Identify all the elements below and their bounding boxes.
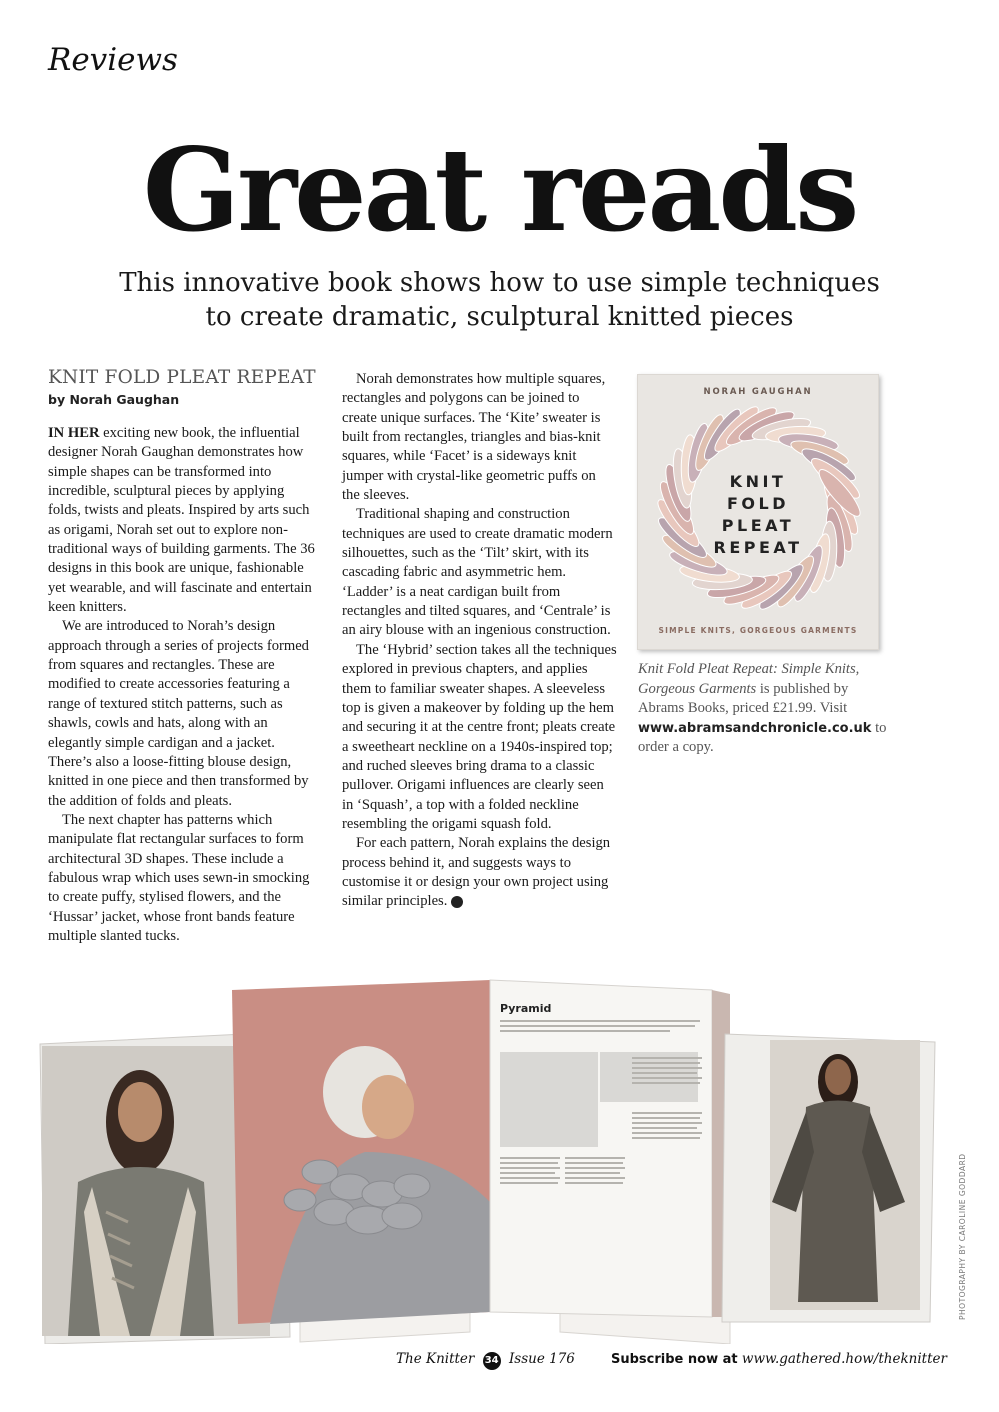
cover-tagline: SIMPLE KNITS, GORGEOUS GARMENTS bbox=[658, 626, 858, 635]
caption-text-end: to order a copy. bbox=[638, 719, 887, 755]
footer-subscribe bbox=[611, 1351, 947, 1367]
cover-title-line: PLEAT bbox=[721, 516, 795, 535]
cover-title-line: KNIT bbox=[729, 472, 787, 491]
cover-title-line: FOLD bbox=[726, 494, 789, 513]
publisher-link[interactable]: www.abramsandchronicle.co.uk bbox=[638, 720, 872, 736]
caption-text: is published by Abrams Books, priced £21.99. Visit bbox=[638, 680, 849, 716]
photo-credit: PHOTOGRAPHY BY CAROLINE GODDARD bbox=[958, 1153, 967, 1320]
standfirst-line-1: This innovative book shows how to use simple techniques bbox=[119, 268, 880, 298]
spread-heading: Pyramid bbox=[500, 1002, 552, 1015]
paragraph-text: For each pattern, Norah explains the design process behind it, and suggests ways to customise it or design your own project using similar principles. bbox=[342, 835, 611, 910]
paragraph bbox=[342, 834, 617, 911]
paragraph bbox=[48, 424, 320, 617]
paragraph: We are introduced to Norah’s design approach through a series of projects formed from squares and rectangles. These are modified to create accessories featuring a range of textured stitch patterns, such as shawls, cowls and hats, along with an elegantly simple cardigan and a jacket. There’s also a loose-fitting blouse design, knitted in one piece and then transformed by the addition of folds and pleats. bbox=[48, 618, 309, 809]
subscribe-label: Subscribe now at bbox=[611, 1352, 738, 1367]
issue-number: Issue 176 bbox=[508, 1351, 575, 1367]
end-mark-icon: + bbox=[451, 896, 463, 908]
lead-in: IN HER bbox=[48, 425, 100, 441]
standfirst bbox=[0, 266, 999, 334]
book-title: KNIT FOLD PLEAT REPEAT bbox=[48, 367, 316, 388]
article-column-1 bbox=[48, 366, 320, 946]
paragraph: The next chapter has patterns which manipulate flat rectangular surfaces to form architectural 3D shapes. These include a fabulous wrap which uses sewn-in smocking to create puffy, stylised flowers, and the ‘Hussar’ jacket, whose front bands feature multiple slanted tucks. bbox=[48, 811, 310, 944]
book-spread-photo bbox=[0, 972, 999, 1344]
cover-author: NORAH GAUGHAN bbox=[703, 387, 813, 397]
cover-title bbox=[638, 471, 878, 559]
subscribe-link[interactable]: www.gathered.how/theknitter bbox=[741, 1351, 947, 1367]
magazine-name: The Knitter bbox=[396, 1351, 475, 1367]
headline: Great reads bbox=[142, 123, 857, 257]
standfirst-line-2: to create dramatic, sculptural knitted pieces bbox=[205, 302, 794, 332]
article-column-2 bbox=[342, 370, 617, 912]
section-label: Reviews bbox=[48, 42, 178, 78]
cover-title-line: REPEAT bbox=[713, 538, 803, 557]
footer-magazine bbox=[396, 1351, 575, 1370]
byline: by Norah Gaughan bbox=[48, 392, 180, 407]
paragraph: Traditional shaping and construction techniques are used to create dramatic modern silhouettes, such as the ‘Tilt’ skirt, with its cascading fabric and asymmetric hem. ‘Ladder’ is a neat cardigan built from rectangles and tilted squares, and ‘Centrale’ is an airy blouse with an ingenious construction. bbox=[342, 506, 613, 639]
page-number: 34 bbox=[483, 1352, 501, 1370]
book-cover bbox=[637, 374, 879, 650]
paragraph-text: exciting new book, the influential designer Norah Gaughan demonstrates how simple shapes can be transformed into incredible, sculptural pieces by applying folds, twists and pleats. Inspired by arts such as origami, Norah set out to explore non-traditional ways of building garments. The 36 designs in this book are unique, fashionable yet wearable, and will fascinate and entertain keen knitters. bbox=[48, 425, 315, 616]
paragraph: Norah demonstrates how multiple squares, rectangles and polygons can be joined to create unique surfaces. The ‘Kite’ sweater is built from rectangles, triangles and bias-knit squares, while ‘Facet’ is a sideways knit jumper with crystal-like geometric puffs on the sleeves. bbox=[342, 371, 606, 504]
book-caption bbox=[638, 660, 888, 758]
caption-book-title: Knit Fold Pleat Repeat: Simple Knits, Gorgeous Garments bbox=[638, 661, 860, 697]
paragraph: The ‘Hybrid’ section takes all the techniques explored in previous chapters, and applies them to familiar sweater shapes. A sleeveless top is given a makeover by folding up the hem and securing it at the centre front; pleats create a sweetheart neckline on a 1940s-inspired top; and ruched sleeves bring drama to a classic pullover. Origami influences are clearly seen in ‘Squash’, a top with a folded neckline resembling the origami squash fold. bbox=[342, 641, 617, 832]
